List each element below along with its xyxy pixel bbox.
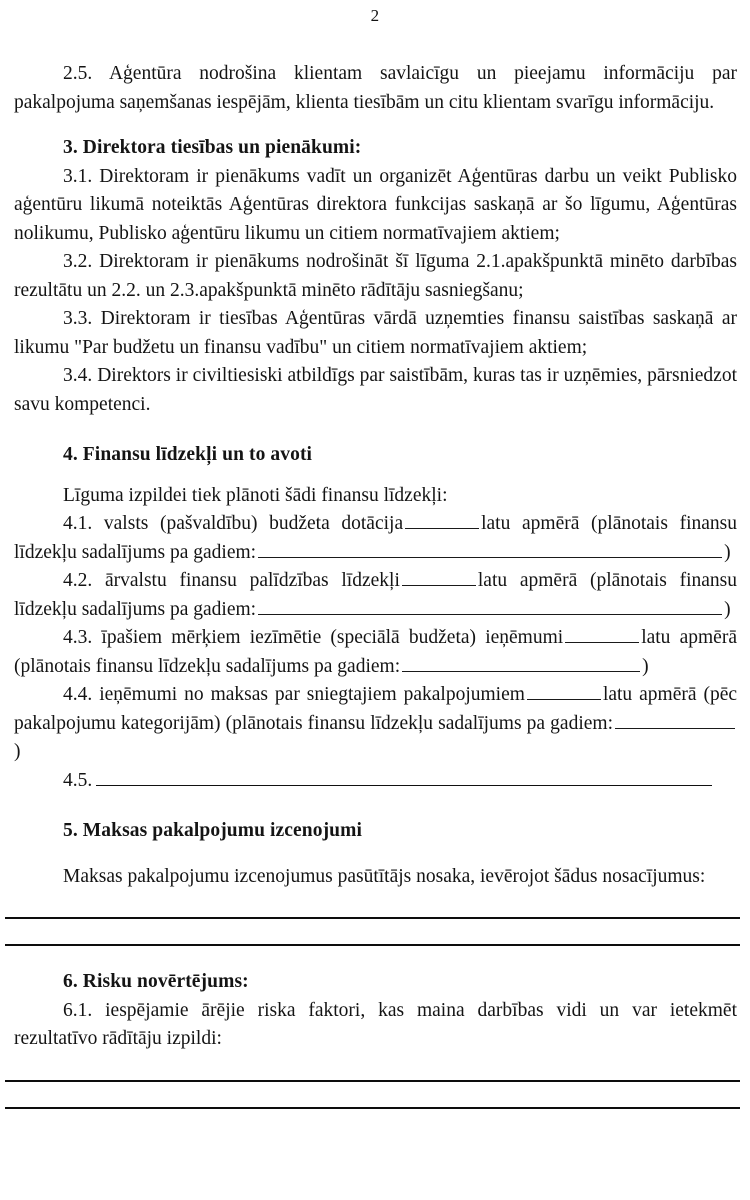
clause-4-3-years-blank[interactable]	[402, 656, 640, 672]
heading-5: 5. Maksas pakalpojumu izcenojumi	[63, 820, 362, 841]
clause-4-5-label: 4.5.	[63, 769, 93, 791]
clause-4-4-amount-blank[interactable]	[527, 684, 601, 700]
clause-4-1-amount-blank[interactable]	[405, 513, 479, 529]
answer-rule[interactable]	[5, 1107, 740, 1109]
clause-4-1-text-part1: 4.1. valsts (pašvaldību) budžeta dotācija	[63, 513, 404, 534]
spacer	[14, 1082, 737, 1107]
clause-4-3-amount-blank[interactable]	[565, 627, 639, 643]
clause-6-1: 6.1. iespējamie ārējie riska faktori, kas maina darbības vidi un var ietekmēt rezultatīvo rādītāju izpildi:	[14, 999, 737, 1049]
clause-3-1: 3.1. Direktoram ir pienākums vadīt un organizēt Aģentūras darbu un veikt Publisko aģentūru likumā noteiktās Aģentūras direktora funkcijas saskaņā ar šo līgumu, Aģentūras nolikumu, Publisko aģentūru likumu un citiem normatīvajiem aktiem;	[14, 165, 737, 244]
clause-2-5: 2.5. Aģentūra nodrošina klientam savlaicīgu un pieejamu informāciju par pakalpojuma saņemšanas iespējām, klienta tiesībām un citu klientam svarīgu informāciju.	[14, 63, 737, 113]
clause-3-2: 3.2. Direktoram ir pienākums nodrošināt šī līguma 2.1.apakšpunktā minēto darbības rezultātu un 2.2. un 2.3.apakšpunktā minēto rādītāju sasniegšanu;	[14, 251, 737, 301]
clause-4-2-text-part1: 4.2. ārvalstu finansu palīdzības līdzekļi	[63, 570, 400, 591]
clause-4-intro: Līguma izpildei tiek plānoti šādi finansu līdzekļi:	[63, 484, 448, 506]
spacer	[14, 919, 737, 944]
clause-4-2	[14, 567, 737, 624]
clause-4-3-text-part1: 4.3. īpašiem mērķiem iezīmētie (speciālā budžeta) ieņēmumi	[63, 627, 564, 648]
heading-6: 6. Risku novērtējums:	[63, 971, 249, 992]
clause-4-3-text-part3: )	[642, 655, 649, 677]
spacer	[14, 470, 737, 482]
clause-4-2-text-part3: )	[724, 598, 731, 620]
clause-4-1-text-part3: )	[724, 541, 731, 563]
clause-4-3	[14, 624, 737, 681]
clause-4-2-amount-blank[interactable]	[402, 570, 476, 586]
spacer	[14, 117, 737, 134]
clause-4-4-text-part2: latu apmērā (pēc pakalpojumu kategorijām) (plānotais finansu līdzekļu sadalījums pa gadiem:	[14, 684, 738, 734]
heading-3: 3. Direktora tiesības un pienākumi:	[63, 137, 362, 158]
clause-5-answer-rules	[14, 917, 737, 946]
spacer	[14, 946, 737, 968]
spacer	[14, 795, 737, 817]
clause-5-intro: Maksas pakalpojumu izcenojumus pasūtītājs nosaka, ievērojot šādus nosacījumus:	[63, 865, 706, 887]
spacer	[14, 846, 737, 863]
clause-4-3-text-part2: latu apmērā (plānotais finansu līdzekļu sadalījums pa gadiem:	[14, 627, 737, 677]
spacer	[14, 419, 737, 441]
clause-4-4-years-blank[interactable]	[615, 713, 735, 729]
clause-6-answer-rules	[14, 1080, 737, 1109]
clause-4-5-blank[interactable]	[96, 770, 712, 786]
document-body	[14, 60, 737, 1109]
heading-4: 4. Finansu līdzekļi un to avoti	[63, 444, 313, 465]
page-number: 2	[370, 6, 380, 25]
clause-4-2-years-blank[interactable]	[258, 599, 722, 615]
clause-4-4-text-part3: )	[14, 741, 21, 762]
clause-4-4	[14, 681, 737, 767]
clause-4-1-years-blank[interactable]	[258, 542, 722, 558]
clause-4-4-text-part1: 4.4. ieņēmumi no maksas par sniegtajiem pakalpojumiem	[63, 684, 525, 705]
clause-3-3: 3.3. Direktoram ir tiesības Aģentūras vārdā uzņemties finansu saistības saskaņā ar likumu "Par budžetu un finansu vadību" un citiem normatīvajiem aktiem;	[14, 308, 737, 358]
clause-3-4: 3.4. Direktors ir civiltiesiski atbildīgs par saistībām, kuras tas ir uzņēmies, pārsniedzot savu kompetenci.	[14, 365, 737, 415]
clause-4-1-text-part2: latu apmērā (plānotais finansu līdzekļu sadalījums pa gadiem:	[14, 513, 737, 563]
clause-4-1	[14, 510, 737, 567]
clause-4-5	[14, 767, 737, 796]
clause-4-2-text-part2: latu apmērā (plānotais finansu līdzekļu sadalījums pa gadiem:	[14, 570, 738, 620]
